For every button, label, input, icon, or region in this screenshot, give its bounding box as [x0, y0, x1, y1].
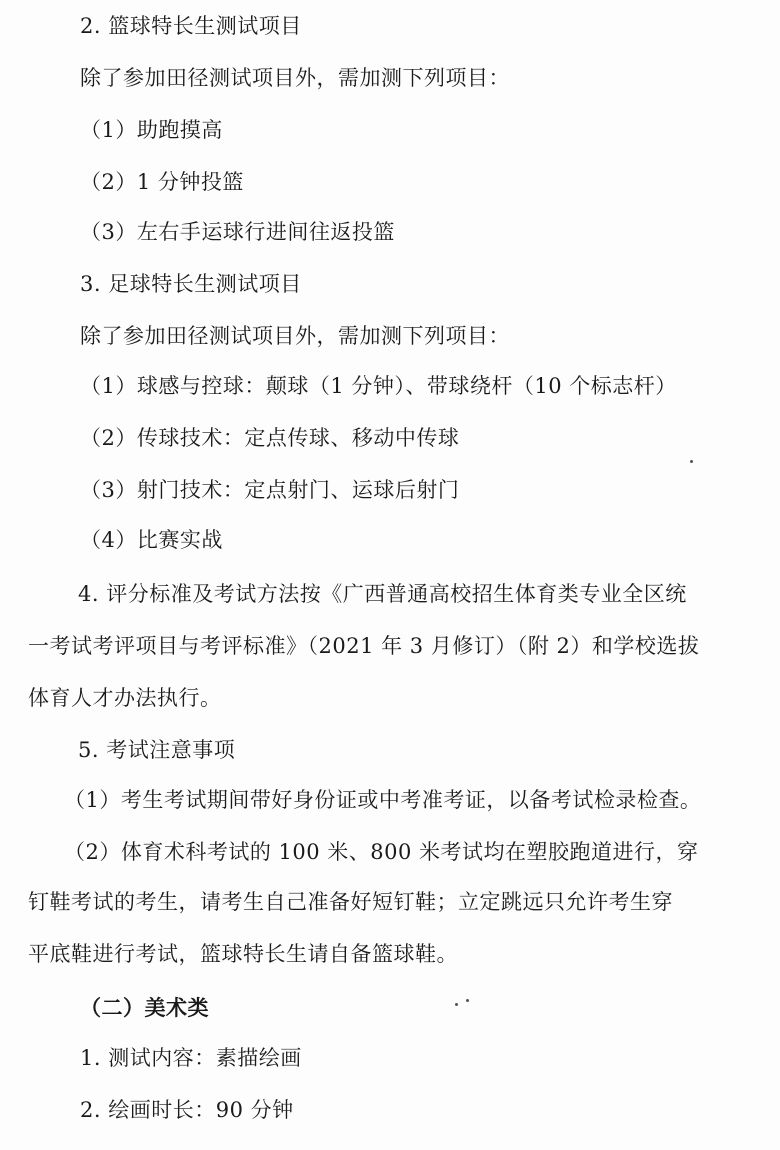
paragraph-scoring-line-1: 4. 评分标准及考试方法按《广西普通高校招生体育类专业全区统	[78, 582, 687, 606]
paragraph-scoring-line-3: 体育人才办法执行。	[28, 686, 222, 710]
list-item-notes-2-line-3: 平底鞋进行考试，篮球特长生请自备篮球鞋。	[28, 942, 458, 966]
scan-speck	[690, 460, 693, 463]
list-item-art-1: 1. 测试内容：素描绘画	[80, 1046, 302, 1070]
list-item-football-2: （2）传球技术：定点传球、移动中传球	[80, 426, 460, 450]
paragraph-basketball-intro: 除了参加田径测试项目外，需加测下列项目：	[80, 66, 510, 90]
list-item-football-4: （4）比赛实战	[80, 528, 223, 552]
heading-exam-notes: 5. 考试注意事项	[78, 738, 236, 762]
list-item-football-1: （1）球感与控球：颠球（1 分钟）、带球绕杆（10 个标志杆）	[80, 374, 677, 398]
list-item-art-2: 2. 绘画时长：90 分钟	[80, 1098, 294, 1122]
list-item-notes-1: （1）考生考试期间带好身份证或中考准考证，以备考试检录检查。	[64, 788, 702, 812]
heading-basketball-tests: 2. 篮球特长生测试项目	[80, 14, 302, 38]
paragraph-scoring-line-2: 一考试考评项目与考评标准》（2021 年 3 月修订）（附 2）和学校选拔	[28, 634, 700, 658]
heading-football-tests: 3. 足球特长生测试项目	[80, 272, 302, 296]
list-item-basketball-3: （3）左右手运球行进间往返投篮	[80, 220, 395, 244]
list-item-basketball-1: （1）助跑摸高	[80, 118, 223, 142]
list-item-basketball-2: （2）1 分钟投篮	[80, 170, 244, 194]
list-item-football-3: （3）射门技术：定点射门、运球后射门	[80, 478, 460, 502]
paragraph-football-intro: 除了参加田径测试项目外，需加测下列项目：	[80, 324, 510, 348]
scan-speck	[455, 1003, 458, 1006]
section-heading-art: （二）美术类	[80, 995, 209, 1020]
list-item-notes-2-line-1: （2）体育术科考试的 100 米、800 米考试均在塑胶跑道进行，穿	[64, 840, 699, 864]
list-item-notes-2-line-2: 钉鞋考试的考生，请考生自己准备好短钉鞋；立定跳远只允许考生穿	[28, 890, 673, 914]
scan-speck	[466, 999, 469, 1002]
